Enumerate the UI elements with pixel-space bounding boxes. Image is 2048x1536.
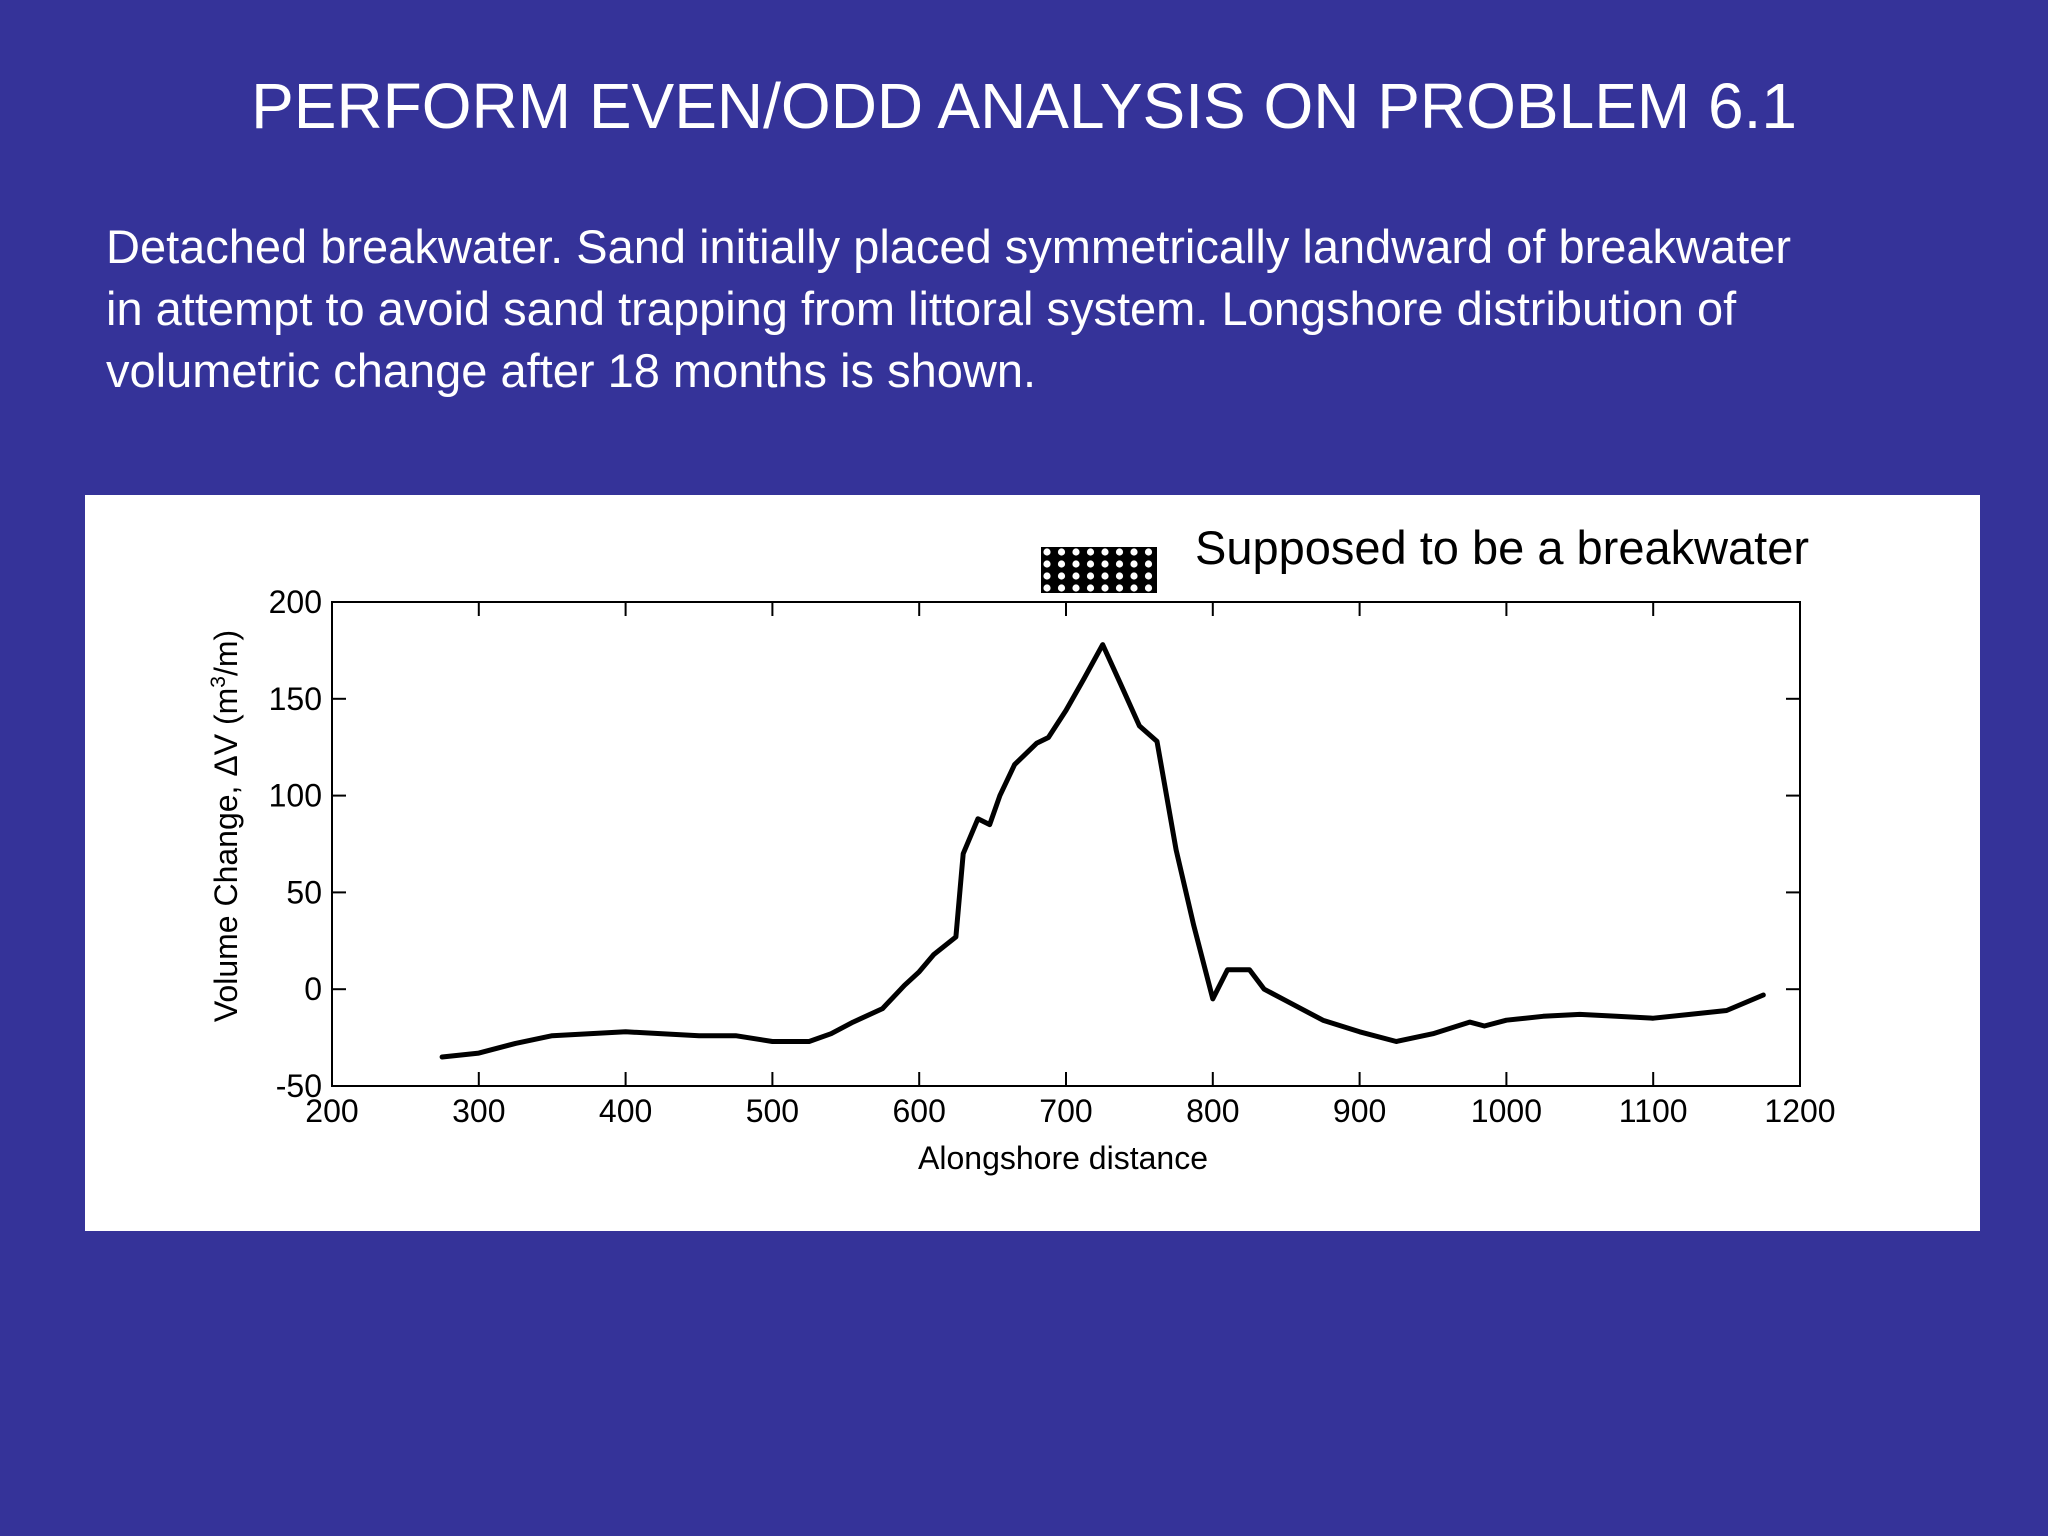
- chart-panel: [85, 495, 1980, 1231]
- breakwater-dot: [1101, 560, 1108, 567]
- breakwater-dot: [1043, 584, 1050, 591]
- y-tick-label: -50: [275, 1068, 322, 1104]
- breakwater-dot: [1043, 572, 1050, 579]
- breakwater-dot: [1072, 560, 1079, 567]
- x-axis-label: Alongshore distance: [918, 1140, 1208, 1176]
- y-tick-label: 100: [268, 777, 322, 814]
- x-tick-label: 1000: [1470, 1093, 1542, 1129]
- x-tick-label: 1100: [1618, 1093, 1688, 1129]
- breakwater-dot: [1087, 560, 1094, 567]
- x-tick-label: 800: [1186, 1093, 1240, 1129]
- breakwater-dot: [1043, 560, 1050, 567]
- y-tick-label: 0: [304, 971, 322, 1008]
- x-tick-label: 200: [305, 1093, 359, 1129]
- breakwater-dot: [1072, 572, 1079, 579]
- breakwater-dot: [1145, 560, 1152, 567]
- breakwater-dot: [1130, 548, 1137, 555]
- y-tick-label: 200: [268, 584, 322, 620]
- breakwater-icon: [1041, 547, 1157, 593]
- breakwater-dot: [1058, 584, 1065, 591]
- y-axis-label-superscript: 3: [207, 676, 230, 688]
- breakwater-dot: [1130, 572, 1137, 579]
- x-tick-label: 300: [452, 1093, 506, 1129]
- breakwater-dot: [1072, 548, 1079, 555]
- breakwater-dot: [1130, 560, 1137, 567]
- breakwater-legend-label: Supposed to be a breakwater: [1195, 521, 1810, 574]
- breakwater-block: [1041, 547, 1157, 593]
- breakwater-dot: [1087, 584, 1094, 591]
- breakwater-dot: [1087, 548, 1094, 555]
- breakwater-dot: [1116, 572, 1123, 579]
- x-tick-label: 500: [745, 1093, 800, 1129]
- breakwater-dot: [1130, 584, 1137, 591]
- x-tick-label: 400: [598, 1093, 653, 1129]
- breakwater-dot: [1145, 584, 1152, 591]
- breakwater-dot: [1116, 548, 1123, 555]
- breakwater-dot: [1145, 572, 1152, 579]
- y-axis-label-main: Volume Change, ΔV (m: [208, 687, 244, 1023]
- x-tick-labels: [305, 1093, 1835, 1129]
- y-tick-label: 150: [268, 680, 322, 717]
- breakwater-dot: [1116, 560, 1123, 567]
- x-tick-label: 1200: [1764, 1093, 1836, 1129]
- breakwater-dot: [1145, 548, 1152, 555]
- volume-change-chart: [85, 495, 1980, 1231]
- y-tick-labels: [269, 584, 322, 1104]
- breakwater-dot: [1043, 548, 1050, 555]
- breakwater-dot: [1058, 572, 1065, 579]
- slide-title: PERFORM EVEN/ODD ANALYSIS ON PROBLEM 6.1: [251, 70, 1797, 142]
- breakwater-dot: [1101, 548, 1108, 555]
- breakwater-dot: [1087, 572, 1094, 579]
- breakwater-dot: [1072, 584, 1079, 591]
- y-axis-label-unit: /m): [208, 629, 244, 677]
- y-axis-label: [207, 630, 244, 1022]
- x-tick-label: 700: [1039, 1093, 1093, 1129]
- x-tick-label: 900: [1332, 1093, 1387, 1129]
- x-tick-label: 600: [892, 1093, 946, 1129]
- breakwater-dot: [1101, 584, 1108, 591]
- breakwater-dot: [1101, 572, 1108, 579]
- breakwater-dot: [1058, 548, 1065, 555]
- breakwater-dot: [1058, 560, 1065, 567]
- breakwater-dot: [1116, 584, 1123, 591]
- y-tick-label: 50: [286, 874, 322, 911]
- slide-description: Detached breakwater. Sand initially placed symmetrically landward of breakwater in attempt to avoid sand trapping from littoral system. Longshore distribution of volumetric change after 18 months is shown.: [106, 220, 1791, 397]
- volume-change-series-line: [442, 645, 1763, 1057]
